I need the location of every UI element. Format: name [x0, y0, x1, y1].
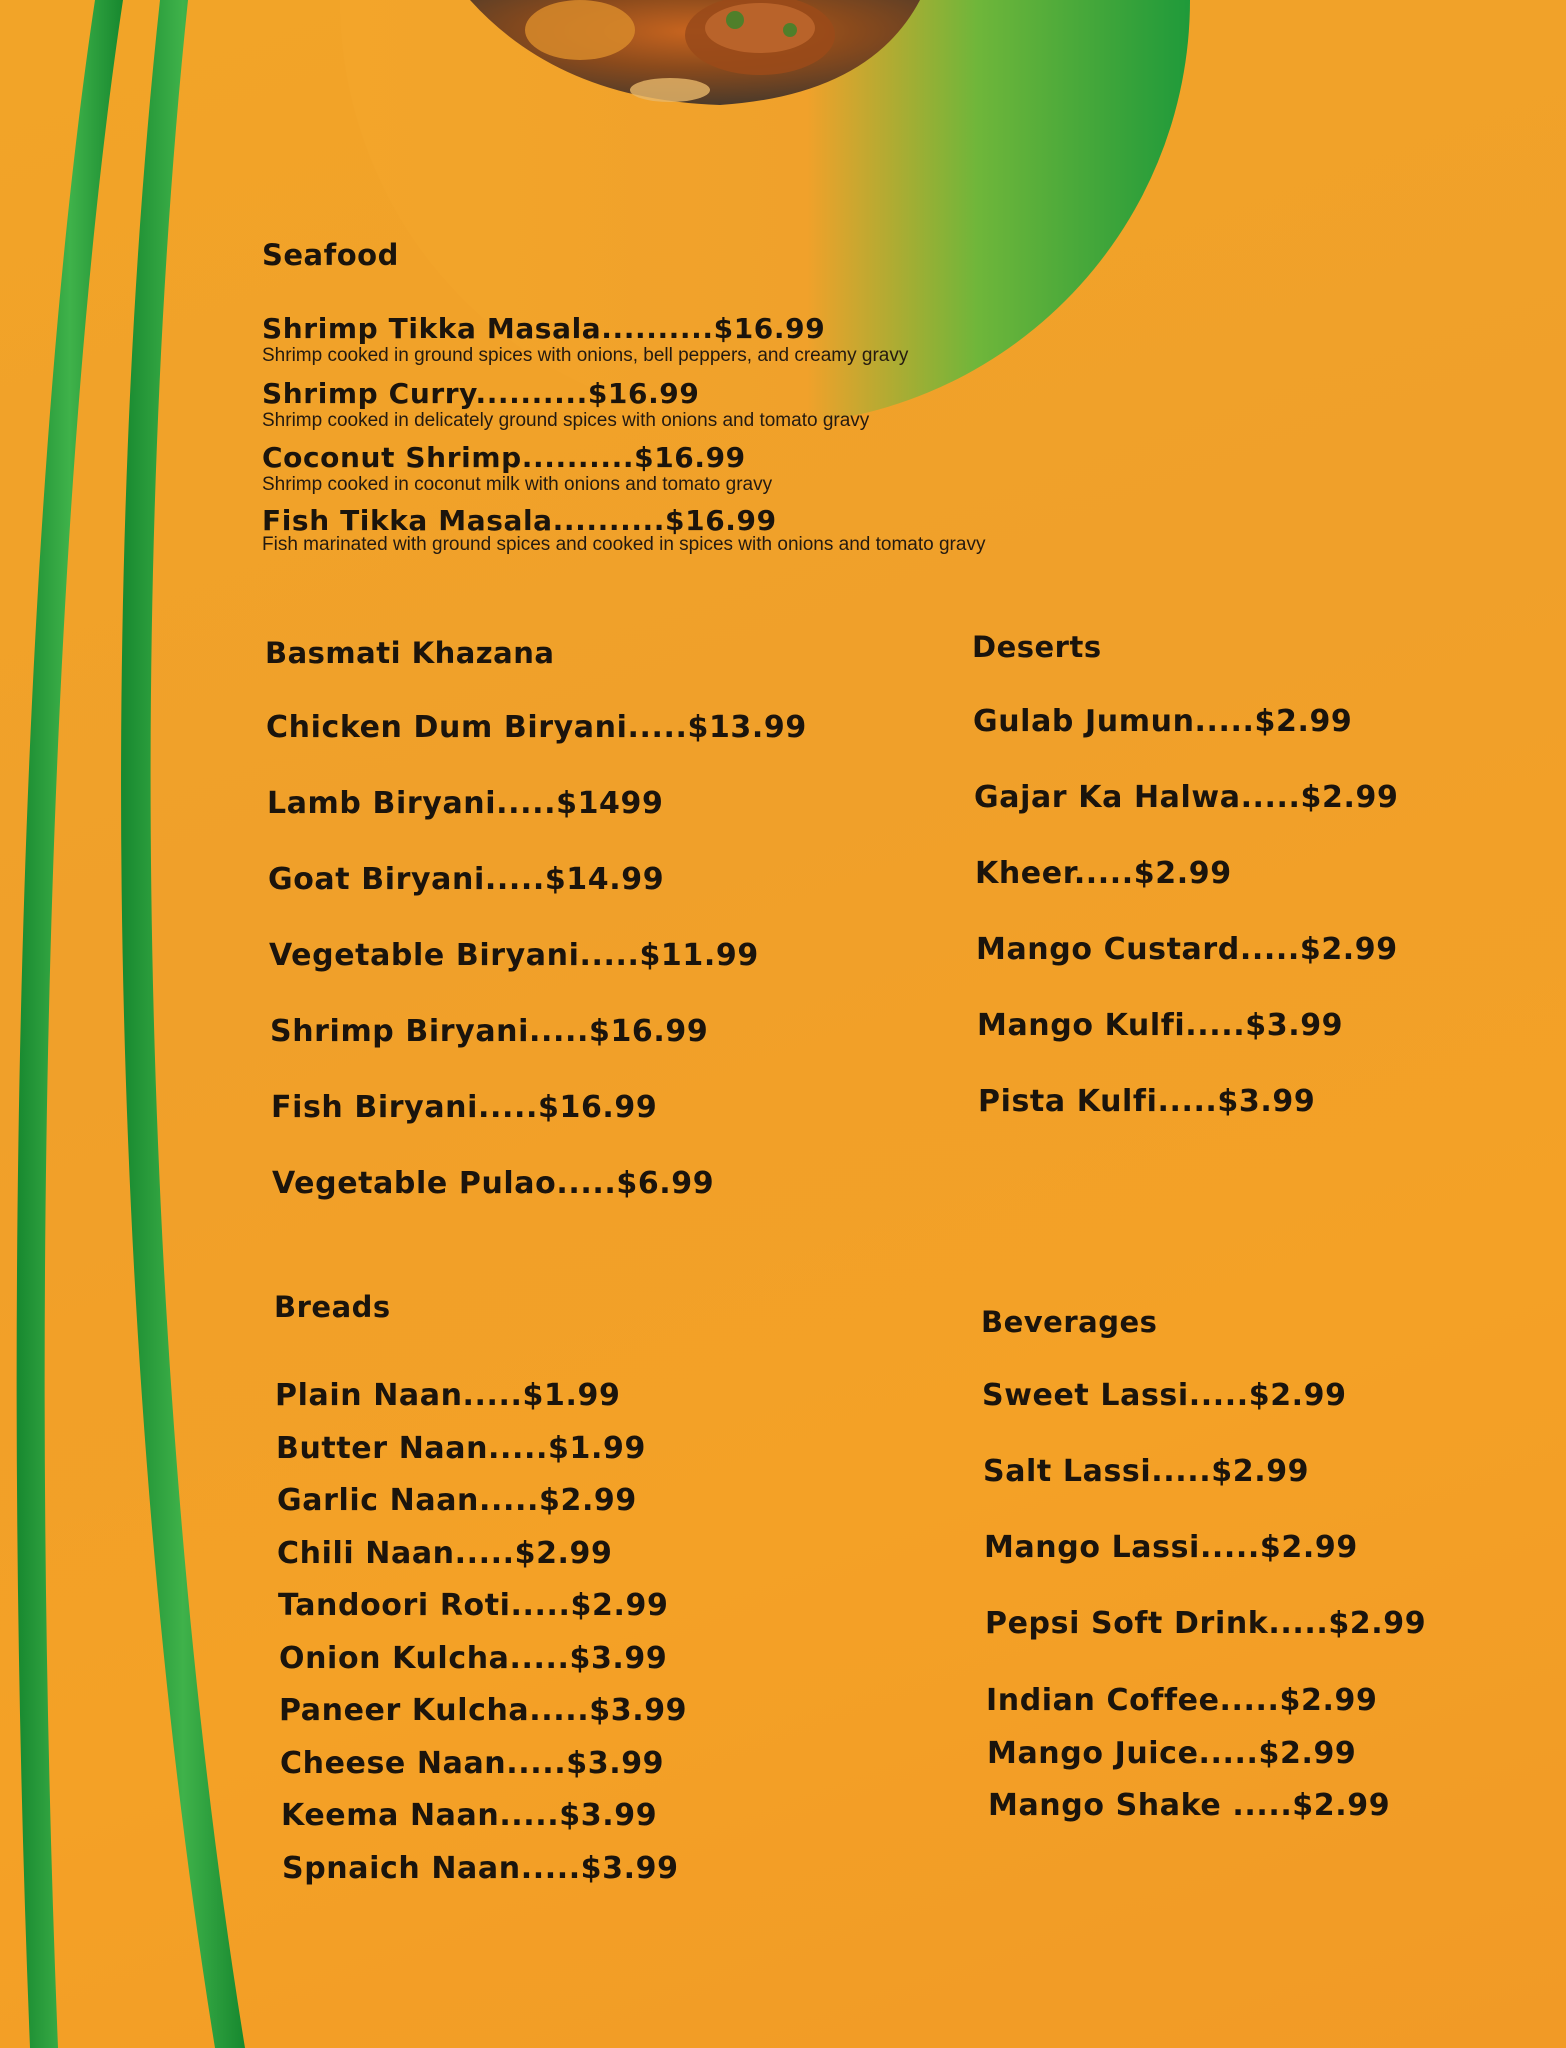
left-green-stripes [17, 0, 245, 2048]
desert-item: Mango Custard.....$2.99 [976, 932, 1398, 967]
bread-item: Chili Naan.....$2.99 [277, 1536, 613, 1571]
seafood-item-1-description: Shrimp cooked in ground spices with onions, bell peppers, and creamy gravy [262, 345, 909, 366]
beverage-item: Mango Shake .....$2.99 [988, 1788, 1391, 1823]
seafood-item-1: Shrimp Tikka Masala..........$16.99 [262, 312, 826, 345]
beverages-heading: Beverages [981, 1305, 1158, 1339]
bread-item: Plain Naan.....$1.99 [275, 1378, 621, 1413]
beverage-item: Mango Lassi.....$2.99 [984, 1530, 1358, 1565]
seafood-heading: Seafood [262, 238, 399, 272]
basmati-item: Goat Biryani.....$14.99 [268, 862, 665, 897]
seafood-item-4: Fish Tikka Masala..........$16.99 [262, 504, 777, 537]
basmati-heading: Basmati Khazana [265, 636, 555, 670]
deserts-heading: Deserts [972, 630, 1102, 664]
seafood-item-3-description: Shrimp cooked in coconut milk with onions and tomato gravy [262, 474, 773, 495]
beverage-item: Pepsi Soft Drink.....$2.99 [985, 1606, 1427, 1641]
beverage-item: Indian Coffee.....$2.99 [986, 1683, 1378, 1718]
basmati-item: Shrimp Biryani.....$16.99 [270, 1014, 709, 1049]
basmati-item: Fish Biryani.....$16.99 [271, 1090, 658, 1125]
desert-item: Gulab Jumun.....$2.99 [973, 704, 1353, 739]
breads-heading: Breads [274, 1290, 391, 1324]
basmati-item: Vegetable Pulao.....$6.99 [272, 1166, 715, 1201]
bread-item: Butter Naan.....$1.99 [276, 1431, 646, 1466]
bread-item: Paneer Kulcha.....$3.99 [279, 1693, 688, 1728]
basmati-item: Lamb Biryani.....$1499 [267, 786, 664, 821]
beverage-item: Mango Juice.....$2.99 [987, 1736, 1357, 1771]
seafood-item-3: Coconut Shrimp..........$16.99 [262, 441, 746, 474]
beverage-item: Salt Lassi.....$2.99 [983, 1454, 1310, 1489]
basmati-item: Chicken Dum Biryani.....$13.99 [266, 710, 807, 745]
desert-item: Mango Kulfi.....$3.99 [977, 1008, 1344, 1043]
bread-item: Keema Naan.....$3.99 [281, 1798, 658, 1833]
basmati-item: Vegetable Biryani.....$11.99 [269, 938, 759, 973]
beverage-item: Sweet Lassi.....$2.99 [982, 1378, 1347, 1413]
bread-item: Tandoori Roti.....$2.99 [278, 1588, 669, 1623]
desert-item: Kheer.....$2.99 [975, 856, 1232, 891]
seafood-item-2: Shrimp Curry..........$16.99 [262, 377, 700, 410]
bread-item: Cheese Naan.....$3.99 [280, 1746, 665, 1781]
desert-item: Pista Kulfi.....$3.99 [978, 1084, 1316, 1119]
bread-item: Spnaich Naan.....$3.99 [282, 1851, 679, 1886]
seafood-item-4-description: Fish marinated with ground spices and cooked in spices with onions and tomato gravy [262, 534, 986, 555]
seafood-item-2-description: Shrimp cooked in delicately ground spices with onions and tomato gravy [262, 410, 870, 431]
desert-item: Gajar Ka Halwa.....$2.99 [974, 780, 1399, 815]
bread-item: Garlic Naan.....$2.99 [277, 1483, 637, 1518]
bread-item: Onion Kulcha.....$3.99 [279, 1641, 668, 1676]
